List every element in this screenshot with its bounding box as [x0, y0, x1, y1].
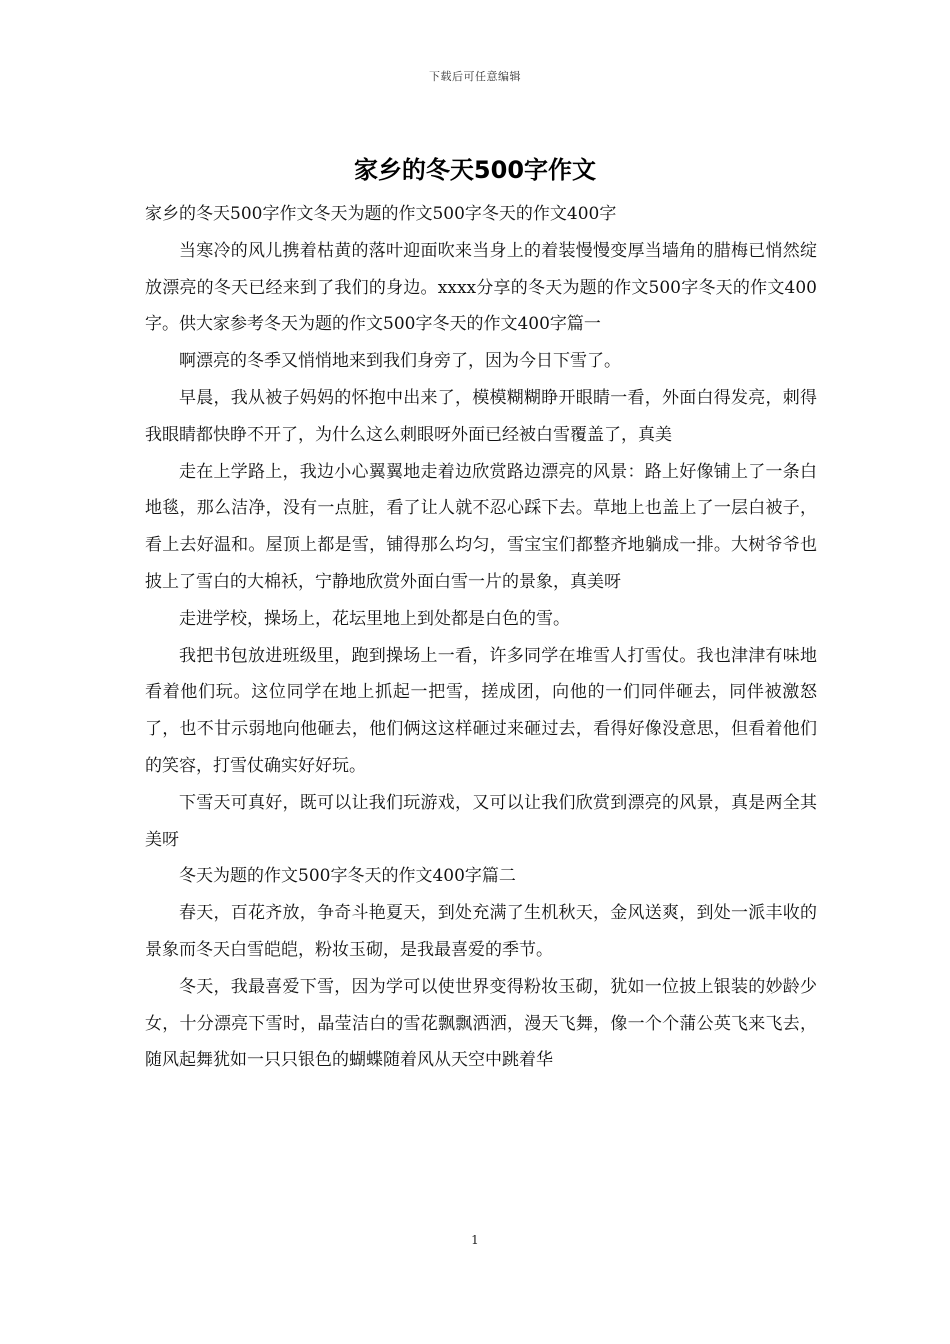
- section-heading: 冬天为题的作文500字冬天的作文400字篇二: [179, 866, 516, 887]
- paragraph: 走在上学路上，我边小心翼翼地走着边欣赏路边漂亮的风景：路上好像铺上了一条白地毯，那么洁净，没有一点脏，看了让人就不忍心踩下去。草地上也盖上了一层白被子，看上去好温和。屋顶上都是雪，铺得那么均匀，雪宝宝们都整齐地躺成一排。大树爷爷也披上了雪白的大棉袄，宁静地欣赏外面白雪一片的景象，真美呀: [145, 461, 817, 592]
- header-note: 下载后可任意编辑: [429, 70, 521, 83]
- page-number: 1: [471, 1233, 479, 1247]
- document-body: [145, 196, 817, 1079]
- paragraph-subtitle: 家乡的冬天500字作文冬天为题的作文500字冬天的作文400字: [145, 204, 617, 224]
- paragraph: 冬天，我最喜爱下雪，因为学可以使世界变得粉妆玉砌，犹如一位披上银装的妙龄少女，十分漂亮下雪时，晶莹洁白的雪花飘飘洒洒，漫天飞舞，像一个个蒲公英飞来飞去，随风起舞犹如一只只银色的蝴蝶随着风从天空中跳着华: [145, 976, 817, 1071]
- paragraph: 春天，百花齐放，争奇斗艳夏天，到处充满了生机秋天，金风送爽，到处一派丰收的景象而冬天白雪皑皑，粉妆玉砌，是我最喜爱的季节。: [145, 903, 817, 960]
- paragraph: 下雪天可真好，既可以让我们玩游戏，又可以让我们欣赏到漂亮的风景，真是两全其美呀: [145, 792, 817, 850]
- paragraph: 我把书包放进班级里，跑到操场上一看，许多同学在堆雪人打雪仗。我也津津有味地看着他们玩。这位同学在地上抓起一把雪，搓成团，向他的一们同伴砸去，同伴被激怒了，也不甘示弱地向他砸去，他们俩这这样砸过来砸过去，看得好像没意思，但看着他们的笑容，打雪仗确实好好玩。: [145, 645, 817, 776]
- paragraph: 啊漂亮的冬季又悄悄地来到我们身旁了，因为今日下雪了。: [179, 351, 621, 372]
- document-title: 家乡的冬天500字作文: [353, 156, 597, 184]
- paragraph: 走进学校，操场上，花坛里地上到处都是白色的雪。: [179, 608, 570, 629]
- paragraph: 当寒冷的风儿携着枯黄的落叶迎面吹来当身上的着装慢慢变厚当墙角的腊梅已悄然绽放漂亮的冬天已经来到了我们的身边。xxxx分享的冬天为题的作文500字冬天的作文400字。供大家参考冬天为题的作文500字冬天的作文400字篇一: [145, 240, 817, 335]
- paragraph: 早晨，我从被子妈妈的怀抱中出来了，模模糊糊睁开眼睛一看，外面白得发亮，刺得我眼睛都快睁不开了，为什么这么刺眼呀外面已经被白雪覆盖了，真美: [145, 387, 817, 445]
